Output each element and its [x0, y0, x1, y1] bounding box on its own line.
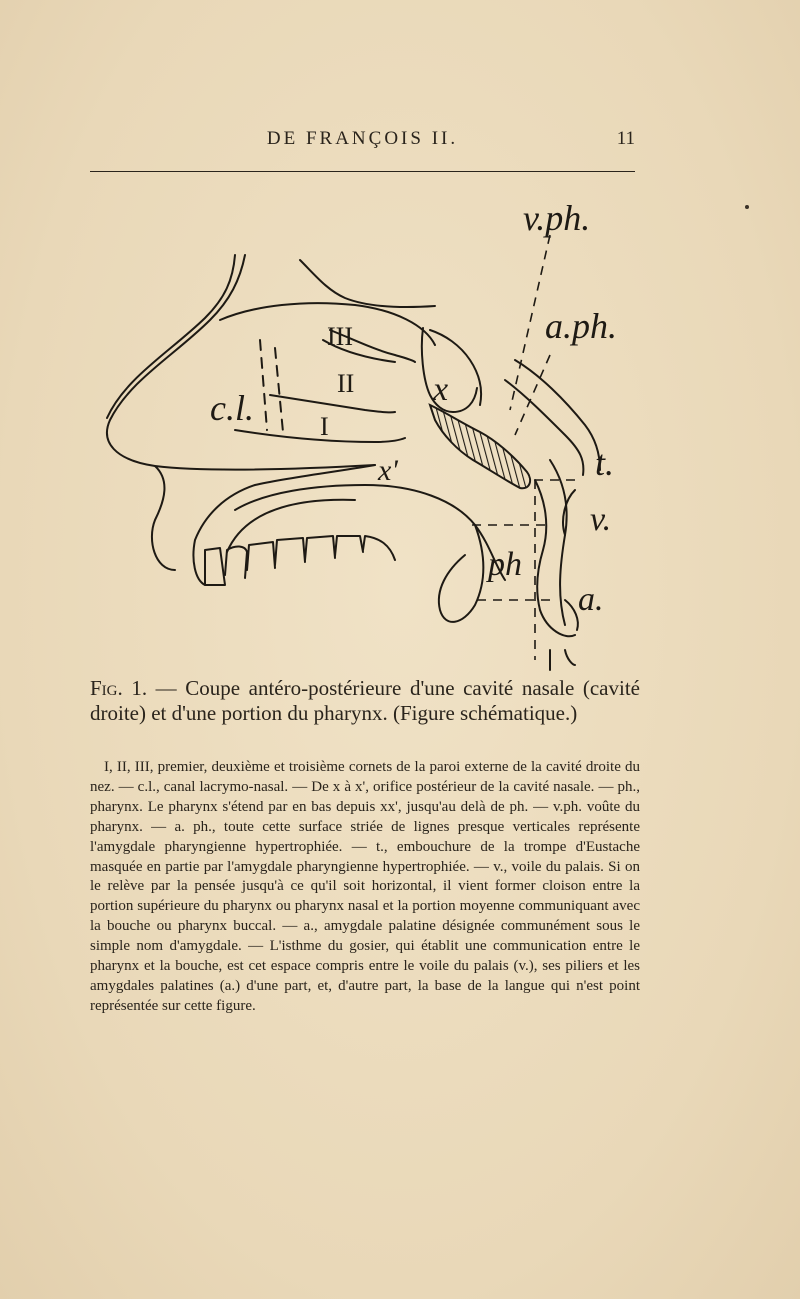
running-title: DE FRANÇOIS II. [266, 128, 459, 149]
page-number: 11 [616, 128, 635, 149]
anatomical-figure [95, 180, 640, 680]
print-speck [745, 205, 749, 209]
figure-legend: I, II, III, premier, deuxième et troisième cornets de la paroi externe de la cavité droite du nez. — c.l., canal lacrymo-nasal. — De x à x', orifice postérieur de la cavité nasale. — ph., pharynx. Le pharynx s'étend par en bas depuis xx', jusqu'au delà de ph. — v.ph. voûte du pharynx. — a. ph., toute cette surface striée de lignes presque verticales représente l'amygdale pharyngienne hypertrophiée. — t., embouchure de la trompe d'Eustache masquée en partie par l'amygdale pharyngienne hypertrophiée. — v., voile du palais. Si on le relève par la pensée jusqu'à ce qu'il soit horizontal, il vient former cloison entre la portion supérieure du pharynx ou pharynx nasal et la portion moyenne communiquant avec la bouche ou pharynx buccal. — a., amygdale palatine désignée communément sous le simple nom d'amygdale. — L'isthme du gosier, qui établit une communication entre le pharynx et la bouche, est cet espace compris entre le voile du palais (v.), ses piliers et les amygdales palatines (a.) d'une part, et, d'autre part, la base de la langue qui n'est point représentée sur cette figure. [90, 759, 640, 1014]
label-t: t. [595, 443, 615, 483]
figure-labels [210, 198, 617, 618]
pharyngeal-tonsil-hatching [430, 405, 530, 488]
label-ph: ph [488, 546, 522, 583]
running-head [90, 128, 635, 152]
figure-caption [90, 676, 640, 726]
label-cornet-I: I [320, 412, 329, 441]
header-rule [90, 171, 635, 172]
label-x: x [433, 371, 449, 408]
label-cornet-II: II [337, 369, 355, 398]
label-aph: a.ph. [545, 306, 617, 346]
label-vph: v.ph. [523, 198, 591, 238]
nasal-cavity-diagram [95, 180, 640, 680]
label-cornet-III: III [327, 322, 353, 351]
label-cl: c.l. [210, 388, 254, 428]
label-v: v. [590, 501, 612, 538]
label-x-prime: x' [378, 454, 398, 487]
caption-text: — Coupe antéro-postérieure d'une cavité nasale (cavité droite) et d'une portion du pharynx. (Figure schématique.) [90, 676, 640, 725]
label-a: a. [578, 581, 604, 618]
figure-number: Fig. 1. [90, 676, 148, 700]
